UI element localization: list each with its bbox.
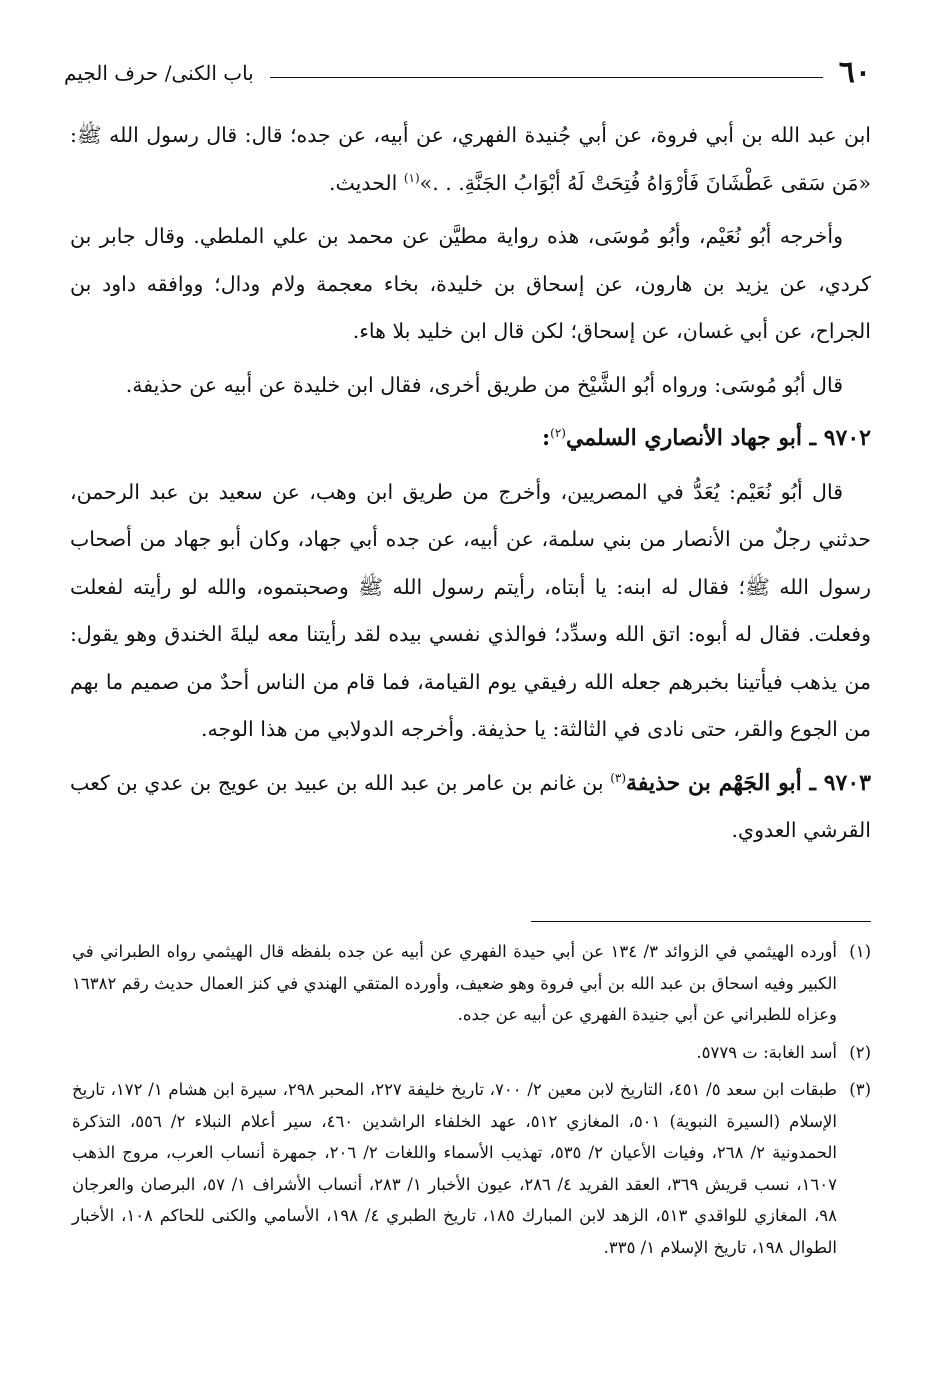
running-title: باب الكنى/ حرف الجيم bbox=[64, 61, 254, 85]
page-header bbox=[64, 55, 871, 90]
footnote-ref-3: (٣) bbox=[610, 770, 627, 785]
paragraph-2: وأخرجه أبُو نُعَيْم، وأبُو مُوسَى، هذه رواية مطيَّن عن محمد بن علي الملطي. وقال جابر بن كردي، عن يزيد بن هارون، عن إسحاق بن خليدة، بخاء معجمة ولام ودال؛ ووافقه داود بن الجراح، عن أبي غسان، عن إسحاق؛ لكن قال ابن خليد بلا هاء. bbox=[70, 224, 871, 343]
entry-9703-title: ٩٧٠٣ ـ أبو الجَهْم بن حذيفة bbox=[626, 769, 871, 796]
footnote-2-number: (٢) bbox=[849, 1042, 871, 1062]
paragraph-1 bbox=[70, 112, 871, 207]
footnotes bbox=[72, 936, 871, 1269]
header-rule bbox=[270, 77, 823, 78]
paragraph-1-tail: الحديث. bbox=[329, 170, 404, 195]
entry-9702-title: ٩٧٠٢ ـ أبو جهاد الأنصاري السلمي bbox=[565, 425, 871, 451]
paragraph-3: قال أبُو مُوسَى: ورواه أبُو الشَّيْخ من طريق أخرى، فقال ابن خليدة عن أبيه عن حذيفة. bbox=[125, 372, 843, 397]
paragraph-1-text: ابن عبد الله بن أبي فروة، عن أبي جُنيدة الفهري، عن أبيه، عن جده؛ قال: قال رسول الله ﷺ: «مَن سَقى عَطْشَانَ فَأرْوَاهُ فُتِحَتْ لَهُ أبْوَابُ الجَنَّةِ. . .» bbox=[70, 123, 871, 195]
footnote-2-text: أسد الغابة: ت ٥٧٧٩. bbox=[696, 1042, 837, 1062]
entry-9702-heading bbox=[70, 415, 871, 463]
main-text bbox=[70, 112, 871, 861]
footnote-separator bbox=[531, 921, 871, 922]
footnote-2 bbox=[72, 1037, 871, 1069]
entry-9703-text: بن غانم بن عامر بن عبد الله بن عبيد بن عويج بن عدي بن كعب القرشي العدوي. bbox=[70, 770, 871, 842]
footnote-3-number: (٣) bbox=[849, 1080, 872, 1099]
footnote-1-text: أورده الهيثمي في الزوائد ٣/ ١٣٤ عن أبي حيدة الفهري عن أبيه عن جده بلفظه قال الهيثمي رواه الطبراني في الكبير وفيه اسحاق بن عبد الله بن أبي فروة وهو ضعيف، وأورده المتقي الهندي في كنز العمال حديث رقم ١٦٣٨٢ وعزاه للطبراني عن أبي جنيدة الفهري عن أبيه عن جده. bbox=[72, 942, 838, 1024]
page-number: ٦٠ bbox=[838, 55, 871, 90]
paragraph-4: قال أبُو نُعَيْم: يُعَدُّ في المصريين، وأخرج من طريق ابن وهب، عن سعيد بن عبد الرحمن، حدثني رجلٌ من الأنصار من بني سلمة، عن أبيه، عن جده أبي جهاد، وكان أبو جهاد من أصحاب رسول الله ﷺ؛ فقال له ابنه: يا أبتاه، رأيتم رسول الله ﷺ وصحبتموه، والله لو رأيته لفعلت وفعلت. فقال له أبوه: اتق الله وسدِّد؛ فوالذي نفسي بيده لقد رأيتنا معه ليلةَ الخندق وهو يقول: من يذهب فيأتينا بخبرهم جعله الله رفيقي يوم القيامة، فما قام من الناس أحدٌ من صميم ما بهم من الجوع والقر، حتى نادى في الثالثة: يا حذيفة. وأخرجه الدولابي من هذا الوجه. bbox=[70, 479, 871, 741]
footnote-1 bbox=[72, 936, 871, 1031]
footnote-ref-1: (١) bbox=[403, 170, 420, 185]
footnote-3-text: طبقات ابن سعد ٥/ ٤٥١، التاريخ لابن معين ٢/ ٧٠٠، تاريخ خليفة ٢٢٧، المحبر ٢٩٨، سيرة ابن هشام ١/ ١٧٢، تاريخ الإسلام (السيرة النبوية) ٥٠١، المغازي ٥١٢، عهد الخلفاء الراشدين ٤٦٠، سير أعلام النبلاء ٢/ ٥٥٦، التذكرة الحمدونية ٢/ ٢٦٨، وفيات الأعيان ٢/ ٥٣٥، تهذيب الأسماء واللغات ٢/ ٢٠٦، جمهرة أنساب العرب، مروج الذهب ١٦٠٧، نسب قريش ٣٦٩، العقد الفريد ٤/ ٢٨٦، عيون الأخبار ١/ ٢٨٣، أنساب الأشراف ١/ ٥٧، البرصان والعرجان ٩٨، المغازي للواقدي ٥١٣، الزهد لابن المبارك ١٨٥، تاريخ الطبري ٤/ ١٩٨، الأسامي والكنى للحاكم ١٠٨، الأخبار الطوال ١٩٨، تاريخ الإسلام ١/ ٣٣٥. bbox=[72, 1080, 838, 1257]
entry-9702-colon: : bbox=[542, 425, 551, 451]
footnote-3 bbox=[72, 1074, 871, 1263]
entry-9703 bbox=[70, 760, 871, 855]
footnote-ref-2: (٢) bbox=[550, 426, 566, 441]
footnote-1-number: (١) bbox=[849, 942, 872, 961]
